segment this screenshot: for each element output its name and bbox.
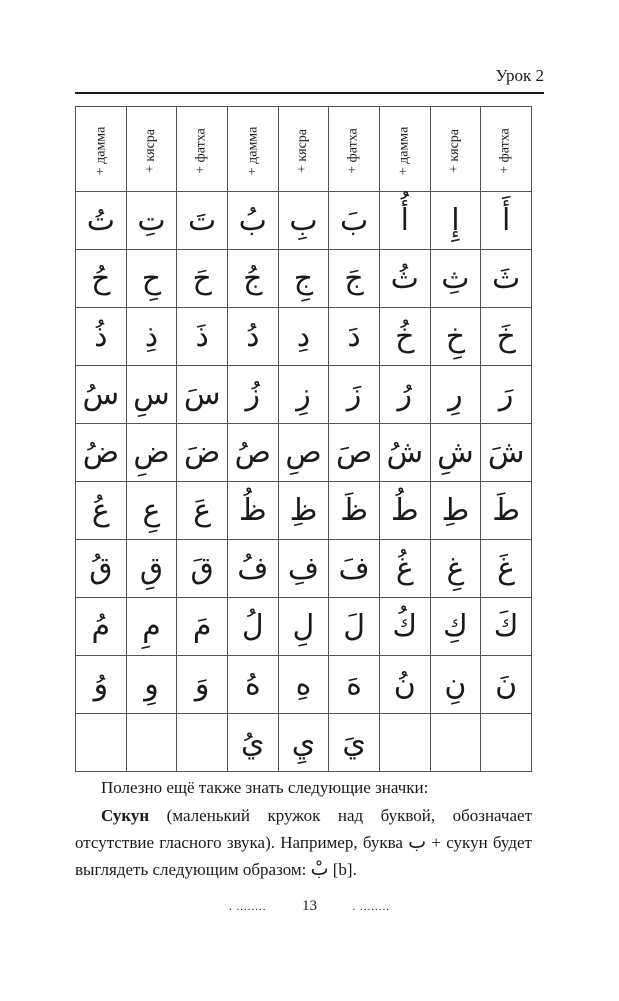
table-row [76,482,532,540]
letter-cell: وُ [76,656,127,714]
letter-cell: عُ [76,482,127,540]
letter-cell [126,714,177,772]
letter-cell: صَ [329,424,380,482]
letter-cell: دَ [329,308,380,366]
letter-cell: شُ [379,424,430,482]
header-rule [75,92,544,94]
letter-cell: رَ [481,366,532,424]
letter-cell: قُ [76,540,127,598]
column-header: + кясра [278,107,329,192]
column-header: + дамма [227,107,278,192]
letter-cell [76,714,127,772]
table-row [76,714,532,772]
letter-cell: خُ [379,308,430,366]
column-header: + кясра [430,107,481,192]
letter-cell: زَ [329,366,380,424]
letter-cell: طَ [481,482,532,540]
letter-cell [481,714,532,772]
column-header: + фатха [329,107,380,192]
letter-cell: فِ [278,540,329,598]
table-row [76,250,532,308]
letter-cell: رُ [379,366,430,424]
letter-cell: طُ [379,482,430,540]
letter-cell: حُ [76,250,127,308]
letter-cell: حِ [126,250,177,308]
table-row [76,192,532,250]
letter-cell: ضُ [76,424,127,482]
letter-cell: شَ [481,424,532,482]
letter-cell: نَ [481,656,532,714]
letter-cell: كُ [379,598,430,656]
letter-cell: ظَ [329,482,380,540]
column-header-row [76,107,532,192]
harakat-table [75,106,532,772]
letter-cell: غُ [379,540,430,598]
letter-cell: تَ [177,192,228,250]
letter-cell: كَ [481,598,532,656]
letter-cell: تُ [76,192,127,250]
column-header: + фатха [481,107,532,192]
column-header: + дамма [379,107,430,192]
letter-cell: مُ [76,598,127,656]
letter-cell: رِ [430,366,481,424]
sukun-term: Сукун [101,806,150,825]
arabic-letter-b-sukun: بْ [310,858,329,880]
letter-cell: يُ [227,714,278,772]
letter-cell: وَ [177,656,228,714]
letter-cell: عَ [177,482,228,540]
letter-cell: خِ [430,308,481,366]
column-header: + дамма [76,107,127,192]
page-number: 13 [302,898,317,914]
column-header: + фатха [177,107,228,192]
sukun-description: (маленький кружок над буквой, обозначает отсутствие гласного звука). Например, буква [75,806,532,852]
letter-cell: نُ [379,656,430,714]
letter-cell: ضَ [177,424,228,482]
page-footer [75,898,544,915]
letter-cell: ذِ [126,308,177,366]
table-row [76,598,532,656]
letter-cell: جُ [227,250,278,308]
letter-cell: فَ [329,540,380,598]
letter-cell: هُ [227,656,278,714]
letter-cell: لُ [227,598,278,656]
letter-cell: فُ [227,540,278,598]
letter-cell: بُ [227,192,278,250]
letter-cell: ذُ [76,308,127,366]
letter-cell [430,714,481,772]
sukun-paragraph [75,802,532,883]
table-row [76,540,532,598]
letter-cell: أُ [379,192,430,250]
footer-dots-right: . ........ [352,901,390,913]
letter-cell: هَ [329,656,380,714]
letter-cell: دُ [227,308,278,366]
letter-cell: لِ [278,598,329,656]
letter-cell: زِ [278,366,329,424]
table-row [76,366,532,424]
letter-cell: صُ [227,424,278,482]
letter-cell: قِ [126,540,177,598]
letter-cell: ثِ [430,250,481,308]
letter-cell [379,714,430,772]
letter-cell: يِ [278,714,329,772]
letter-cell: مِ [126,598,177,656]
letter-cell: جَ [329,250,380,308]
letter-cell: ثُ [379,250,430,308]
transliteration: [b]. [328,860,357,879]
letter-cell: ضِ [126,424,177,482]
letter-cell: قَ [177,540,228,598]
letter-cell: حَ [177,250,228,308]
table-row [76,424,532,482]
letter-cell: مَ [177,598,228,656]
column-header: + кясра [126,107,177,192]
letter-cell: ذَ [177,308,228,366]
letter-cell: أَ [481,192,532,250]
letter-cell: يَ [329,714,380,772]
letter-cell: زُ [227,366,278,424]
letter-cell: شِ [430,424,481,482]
table-row [76,308,532,366]
letter-cell: سِ [126,366,177,424]
arabic-letter-b: ب [408,831,427,853]
letter-cell: بِ [278,192,329,250]
sukun-description-2: + сукун будет выглядеть следующим образом: [75,833,532,879]
letter-cell: بَ [329,192,380,250]
letter-cell [177,714,228,772]
letter-cell: ظِ [278,482,329,540]
footer-dots-left: . ........ [229,901,267,913]
table-row [76,656,532,714]
intro-paragraph: Полезно ещё также знать следующие значки: [101,778,429,797]
letter-cell: طِ [430,482,481,540]
letter-cell: غَ [481,540,532,598]
running-header: Урок 2 [495,66,544,85]
letter-cell: صِ [278,424,329,482]
letter-cell: كِ [430,598,481,656]
letter-cell: هِ [278,656,329,714]
letter-cell: ظُ [227,482,278,540]
letter-cell: دِ [278,308,329,366]
letter-cell: غِ [430,540,481,598]
letter-cell: وِ [126,656,177,714]
letter-cell: خَ [481,308,532,366]
letter-cell: عِ [126,482,177,540]
letter-cell: ثَ [481,250,532,308]
letter-cell: تِ [126,192,177,250]
letter-cell: نِ [430,656,481,714]
letter-cell: إِ [430,192,481,250]
letter-cell: لَ [329,598,380,656]
letter-cell: سَ [177,366,228,424]
letter-cell: سُ [76,366,127,424]
letter-cell: جِ [278,250,329,308]
